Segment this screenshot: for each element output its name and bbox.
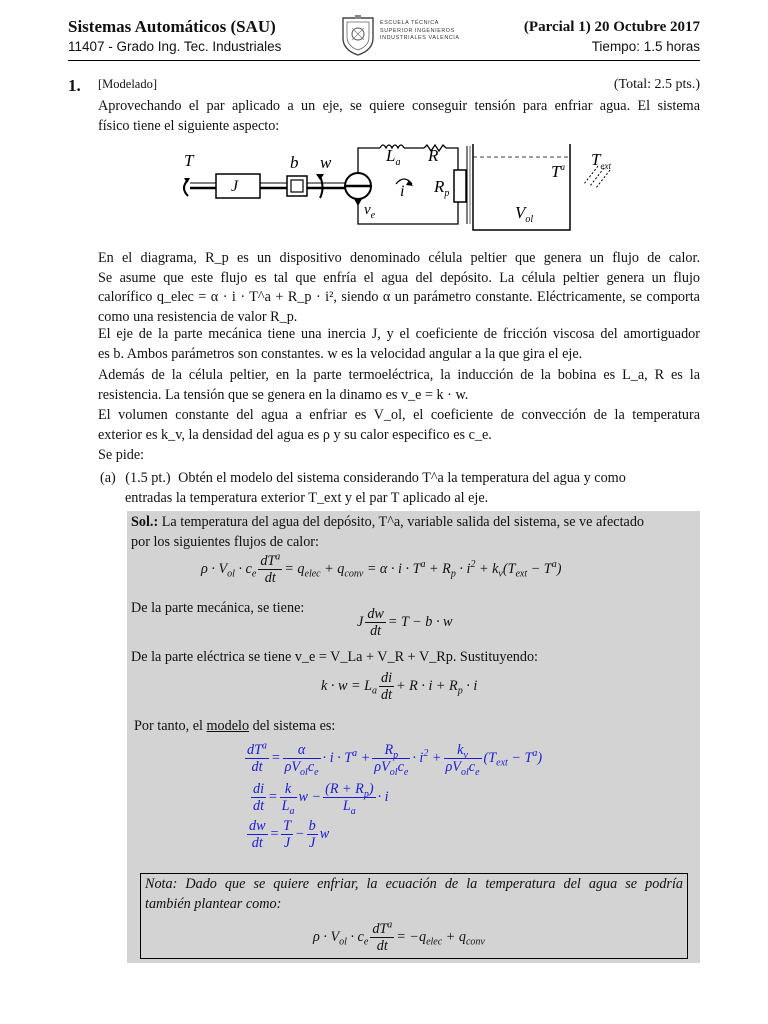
electrical-equation: $k \cdot w = L_a$ $\frac{di}{dt}$ + $R \cdot i + R_p \cdot i$ [321, 670, 478, 703]
resistor-label: R [428, 146, 439, 165]
question-number: 1. [68, 76, 81, 95]
item-a-text-1: Obtén el modelo del sistema considerando T^a la temperatura del agua y como [178, 470, 626, 486]
inertia-label: J [231, 178, 239, 195]
item-a-text-2: entradas la temperatura exterior T_ext y el par T aplicado al eje. [125, 489, 489, 506]
description-thermal: El volumen constante del agua a enfriar es V_ol, el coeficiente de convección de la temperatura exterior es k_v, la densidad del agua es ρ y su calor especifico es c_e. [98, 407, 700, 443]
crest-icon [340, 14, 376, 56]
logo-lettering: ESCUELA TÉCNICA SUPERIOR INGENIEROS INDUSTRIALES VALENCIA [380, 20, 460, 41]
course-title: Sistemas Automáticos (SAU) [68, 17, 276, 36]
item-a-label: (a) [100, 470, 116, 486]
note-text: Nota: Dado que se quiere enfriar, la ecuación de la temperatura del agua se podría también plantear como: [145, 876, 683, 912]
system-diagram [170, 140, 630, 240]
note-equation: $\rho \cdot V_{ol} \cdot c_e$ $\frac{dT^a}{dt}$ = $-q_{elec} + q_{conv}$ [313, 919, 485, 954]
torque-label: T [184, 151, 194, 170]
inductor-label: $L_a$ [386, 146, 401, 168]
peltier-cell [454, 170, 466, 202]
se-pide: Se pide: [98, 447, 145, 463]
description-mechanical: El eje de la parte mecánica tiene una inercia J, y el coeficiente de fricción viscosa del amortiguador es b. Ambos parámetros son constantes. w es la velocidad angular a la que gira el eje. [98, 326, 700, 362]
header-rule [68, 60, 700, 61]
question-total: (Total: 2.5 pts.) [613, 77, 700, 92]
volume-label: $V_{ol}$ [515, 203, 534, 225]
description-peltier: En el diagrama, R_p es un dispositivo denominado célula peltier que genera un flujo de calor. Se asume que este flujo es tal que enfría el agua del depósito. La célula peltier genera un flujo calorífico q_elec = α · i · T^a + R_p · i², siendo α un parámetro constante. Eléctricamente, se comporta como una resistencia de valor R_p. [98, 250, 700, 325]
ext-temp-label: $T_{ext}$ [591, 150, 611, 171]
intro-paragraph: Aprovechando el par aplicado a un eje, se quiere conseguir tensión para enfriar agua. El sistema físico tiene el siguiente aspecto: [98, 98, 700, 134]
model-equation-current: $\frac{di}{dt}$ = $\frac{k}{L_a}$ w − $\frac{(R + R_p)}{L_a}$ · i [253, 781, 389, 817]
solution-label: Sol.: [131, 514, 159, 530]
speed-label: w [320, 153, 332, 172]
exam-title: (Parcial 1) 20 Octubre 2017 [523, 19, 700, 35]
model-intro: Por tanto, el modelo del sistema es: [134, 718, 336, 734]
heat-balance-equation: $\rho \cdot V_{ol} \cdot c_e$ $\frac{dT^a}{dt}$ = $q_{elec} + q_{conv} = \alpha \cdot i \cdot T^a + R_p \cdot i^2 + k_v(T_{ext} - T^a)$ [201, 551, 562, 586]
mechanical-text: De la parte mecánica, se tiene: [131, 600, 305, 616]
model-equation-temperature: $\frac{dT^a}{dt}$ = $\frac{\alpha}{\rho V_{ol}c_e}$ · $i \cdot T^a$ + $\frac{R_p}{\rho V_{ol}c_e}$ · $i^2$ + $\frac{k_v}{\rho V_{ol}c_e}$ $(T_{ext} - T^a)$ [247, 740, 543, 778]
item-a [100, 469, 700, 508]
school-logo [340, 14, 490, 58]
speed-arrow-icon [316, 174, 324, 198]
damper-label: b [290, 153, 299, 172]
question-tag: [Modelado] [98, 77, 158, 91]
mechanical-equation: J $\frac{dw}{dt}$ = T − b · w [357, 606, 453, 639]
model-equation-speed: $\frac{dw}{dt}$ = $\frac{T}{J}$ − $\frac{b}{J}$ w [249, 818, 330, 851]
item-a-points: (1.5 pt.) [125, 470, 171, 486]
torque-arrow-icon [184, 178, 190, 196]
peltier-label: $R_p$ [434, 177, 450, 199]
solution-intro: Sol.: La temperatura del agua del depósito, T^a, variable salida del sistema, se ve afectado por los siguientes flujos de calor: [131, 514, 645, 550]
water-temp-label: $T^a$ [551, 162, 565, 181]
electrical-text: De la parte eléctrica se tiene v_e = V_La + V_R + V_Rp. Sustituyendo: [131, 649, 538, 665]
page-header [68, 16, 700, 58]
damper-icon [287, 176, 307, 196]
course-subtitle: 11407 - Grado Ing. Tec. Industriales [68, 39, 282, 54]
current-label: i [400, 183, 405, 200]
exam-time: Tiempo: 1.5 horas [591, 39, 700, 54]
description-electrical: Además de la célula peltier, en la parte termoeléctrica, la inducción de la bobina es L_a, R es la resistencia. La tensión que se genera en la dinamo es v_e = k · w. [98, 367, 700, 403]
voltage-label: $v_e$ [364, 202, 376, 221]
